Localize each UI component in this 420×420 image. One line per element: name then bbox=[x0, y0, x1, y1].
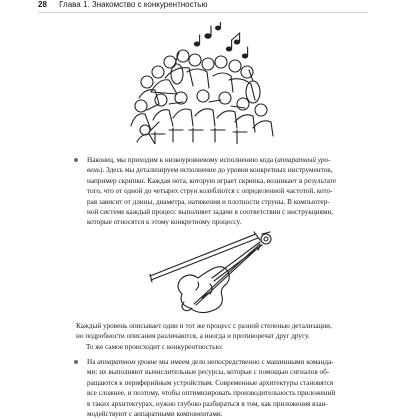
violin-icon bbox=[178, 232, 271, 313]
bullet-icon bbox=[74, 158, 78, 162]
page-number: 28 bbox=[38, 0, 47, 9]
bullet-icon bbox=[74, 360, 78, 364]
text-line: ной системе каждый процесс выполняет задачи в соответствии с инструкциями, bbox=[87, 208, 334, 217]
text-line: все сложнее, и поэтому, чтобы оптимизировать производительность приложений bbox=[87, 389, 336, 398]
text-line: но подробности описания различаются, а иногда и противоречат друг другу. bbox=[76, 332, 310, 341]
text-line: Наконец, мы приходим к низкоуровневому исполнению кода (аппаратный уро- bbox=[87, 156, 331, 164]
text-line: На аппаратном уровне мы имеем дело непосредственно с машинными команда- bbox=[87, 358, 334, 366]
text-line: вень). Здесь мы детализируем исполнение до уровня конкретных инструментов, bbox=[87, 166, 333, 175]
text-line: модействуют с аппаратными компонентами. bbox=[87, 410, 223, 419]
bullet-item-hardware-level bbox=[87, 155, 337, 228]
text-line: рая зависит от длины, диаметра, натяжения и плотности струны. В компьютер- bbox=[87, 197, 330, 206]
text-line: То же самое происходит с конкурентностью: bbox=[86, 342, 223, 351]
text-line: ми: их выполняют вычислительные ресурсы, которые с помощью сигналов об- bbox=[87, 368, 330, 377]
orchestra-illustration bbox=[125, 22, 275, 144]
text-line: в таких архитектурах, нужно глубоко разбираться в том, как приложения взаи- bbox=[87, 399, 328, 408]
text-line: того, что от одной до четырех струн колеблются с определенной частотой, кото- bbox=[87, 187, 333, 196]
text-line: Каждый уровень описывает один и тот же процесс с разной степенью детализации, bbox=[76, 322, 332, 330]
bow-icon bbox=[150, 232, 260, 282]
text-line: которые относятся к этому конкретному процессу. bbox=[87, 218, 242, 227]
bullet-item-hardware-concurrency bbox=[87, 357, 337, 419]
violin-illustration bbox=[148, 228, 278, 316]
text-line: ращаются к периферийным устройствам. Современные архитектуры становятся bbox=[87, 378, 334, 387]
running-header bbox=[38, 0, 368, 13]
text-line: например скрипки. Каждая нота, которую играет скрипка, возникает в результате bbox=[87, 176, 337, 185]
chapter-title: Глава 1. Знакомство с конкурентностью bbox=[59, 0, 208, 9]
body-paragraph bbox=[76, 321, 338, 352]
music-note-icon bbox=[194, 22, 247, 58]
